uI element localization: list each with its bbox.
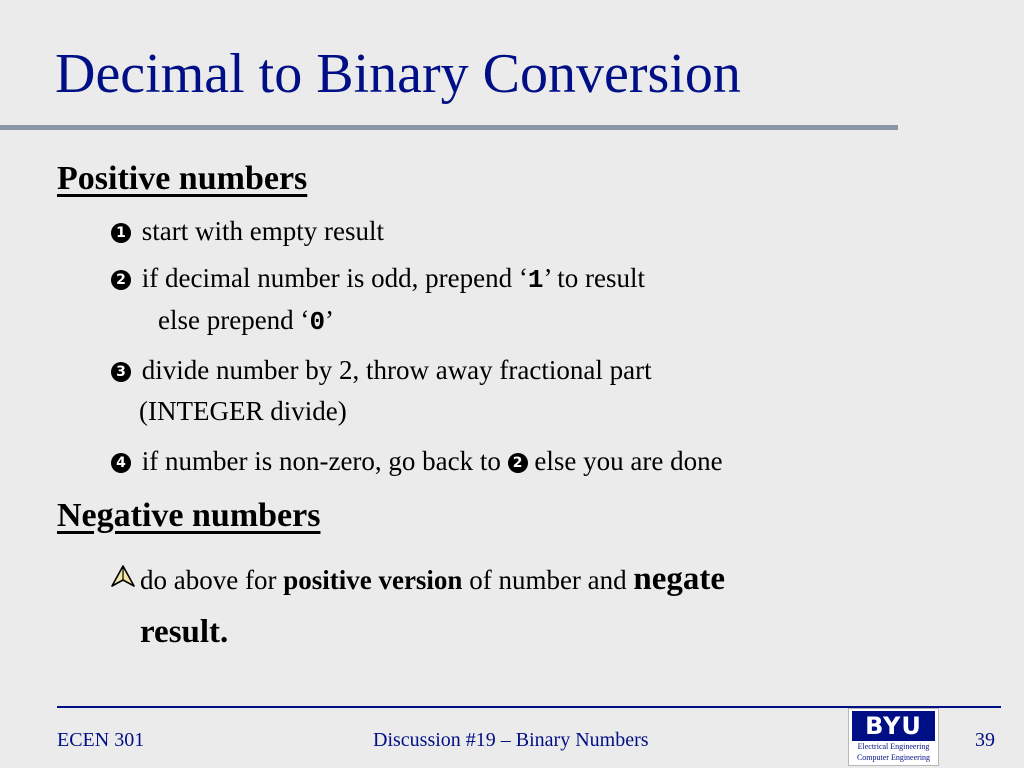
step-2-line1-post: ’ to result (543, 263, 645, 293)
negative-text-bold: positive version (283, 565, 463, 595)
byu-logo (848, 708, 939, 766)
step-1 (111, 213, 384, 250)
negative-heading: Negative numbers (57, 497, 321, 534)
step-2-line2-post: ’ (325, 305, 335, 335)
step-3 (111, 352, 652, 389)
number-3-icon: 3 (111, 362, 131, 382)
negative-bullet-text (140, 553, 725, 659)
number-1-icon: 1 (111, 223, 131, 243)
step-2-line2 (158, 302, 334, 341)
step-3-line1: divide number by 2, throw away fractional part (141, 355, 652, 385)
positive-heading: Positive numbers (57, 160, 308, 197)
number-4-icon: 4 (111, 453, 131, 473)
step-3-line2: (INTEGER divide) (139, 396, 347, 426)
page-number: 39 (975, 729, 995, 751)
number-2-ref-icon: 2 (508, 453, 528, 473)
negative-text-mid: of number and (462, 565, 634, 595)
arrowhead-icon (110, 564, 136, 588)
negative-text-result: result. (140, 613, 229, 650)
byu-logo-line1: Electrical Engineering (857, 742, 930, 751)
slide-title: Decimal to Binary Conversion (55, 43, 741, 105)
byu-logo-mark: BYU (852, 711, 935, 741)
number-2-icon: 2 (111, 270, 131, 290)
footer-title: Discussion #19 – Binary Numbers (373, 729, 649, 751)
step-2-line2-pre: else prepend ‘ (158, 305, 310, 335)
step-4-text-post: else you are done (534, 446, 723, 476)
byu-logo-line2: Computer Engineering (856, 753, 931, 762)
step-2-code-1: 1 (527, 265, 544, 295)
negative-text-negate: negate (633, 561, 726, 597)
negative-text-pre: do above for (140, 565, 284, 595)
step-1-text: start with empty result (141, 216, 384, 246)
step-2-line1-pre: if decimal number is odd, prepend ‘ (141, 263, 528, 293)
footer-course: ECEN 301 (57, 729, 145, 751)
step-2-code-0: 0 (309, 307, 326, 337)
step-2 (111, 260, 645, 299)
step-4-text-pre: if number is non-zero, go back to (141, 446, 501, 476)
title-divider (0, 125, 898, 130)
step-4 (111, 443, 723, 480)
